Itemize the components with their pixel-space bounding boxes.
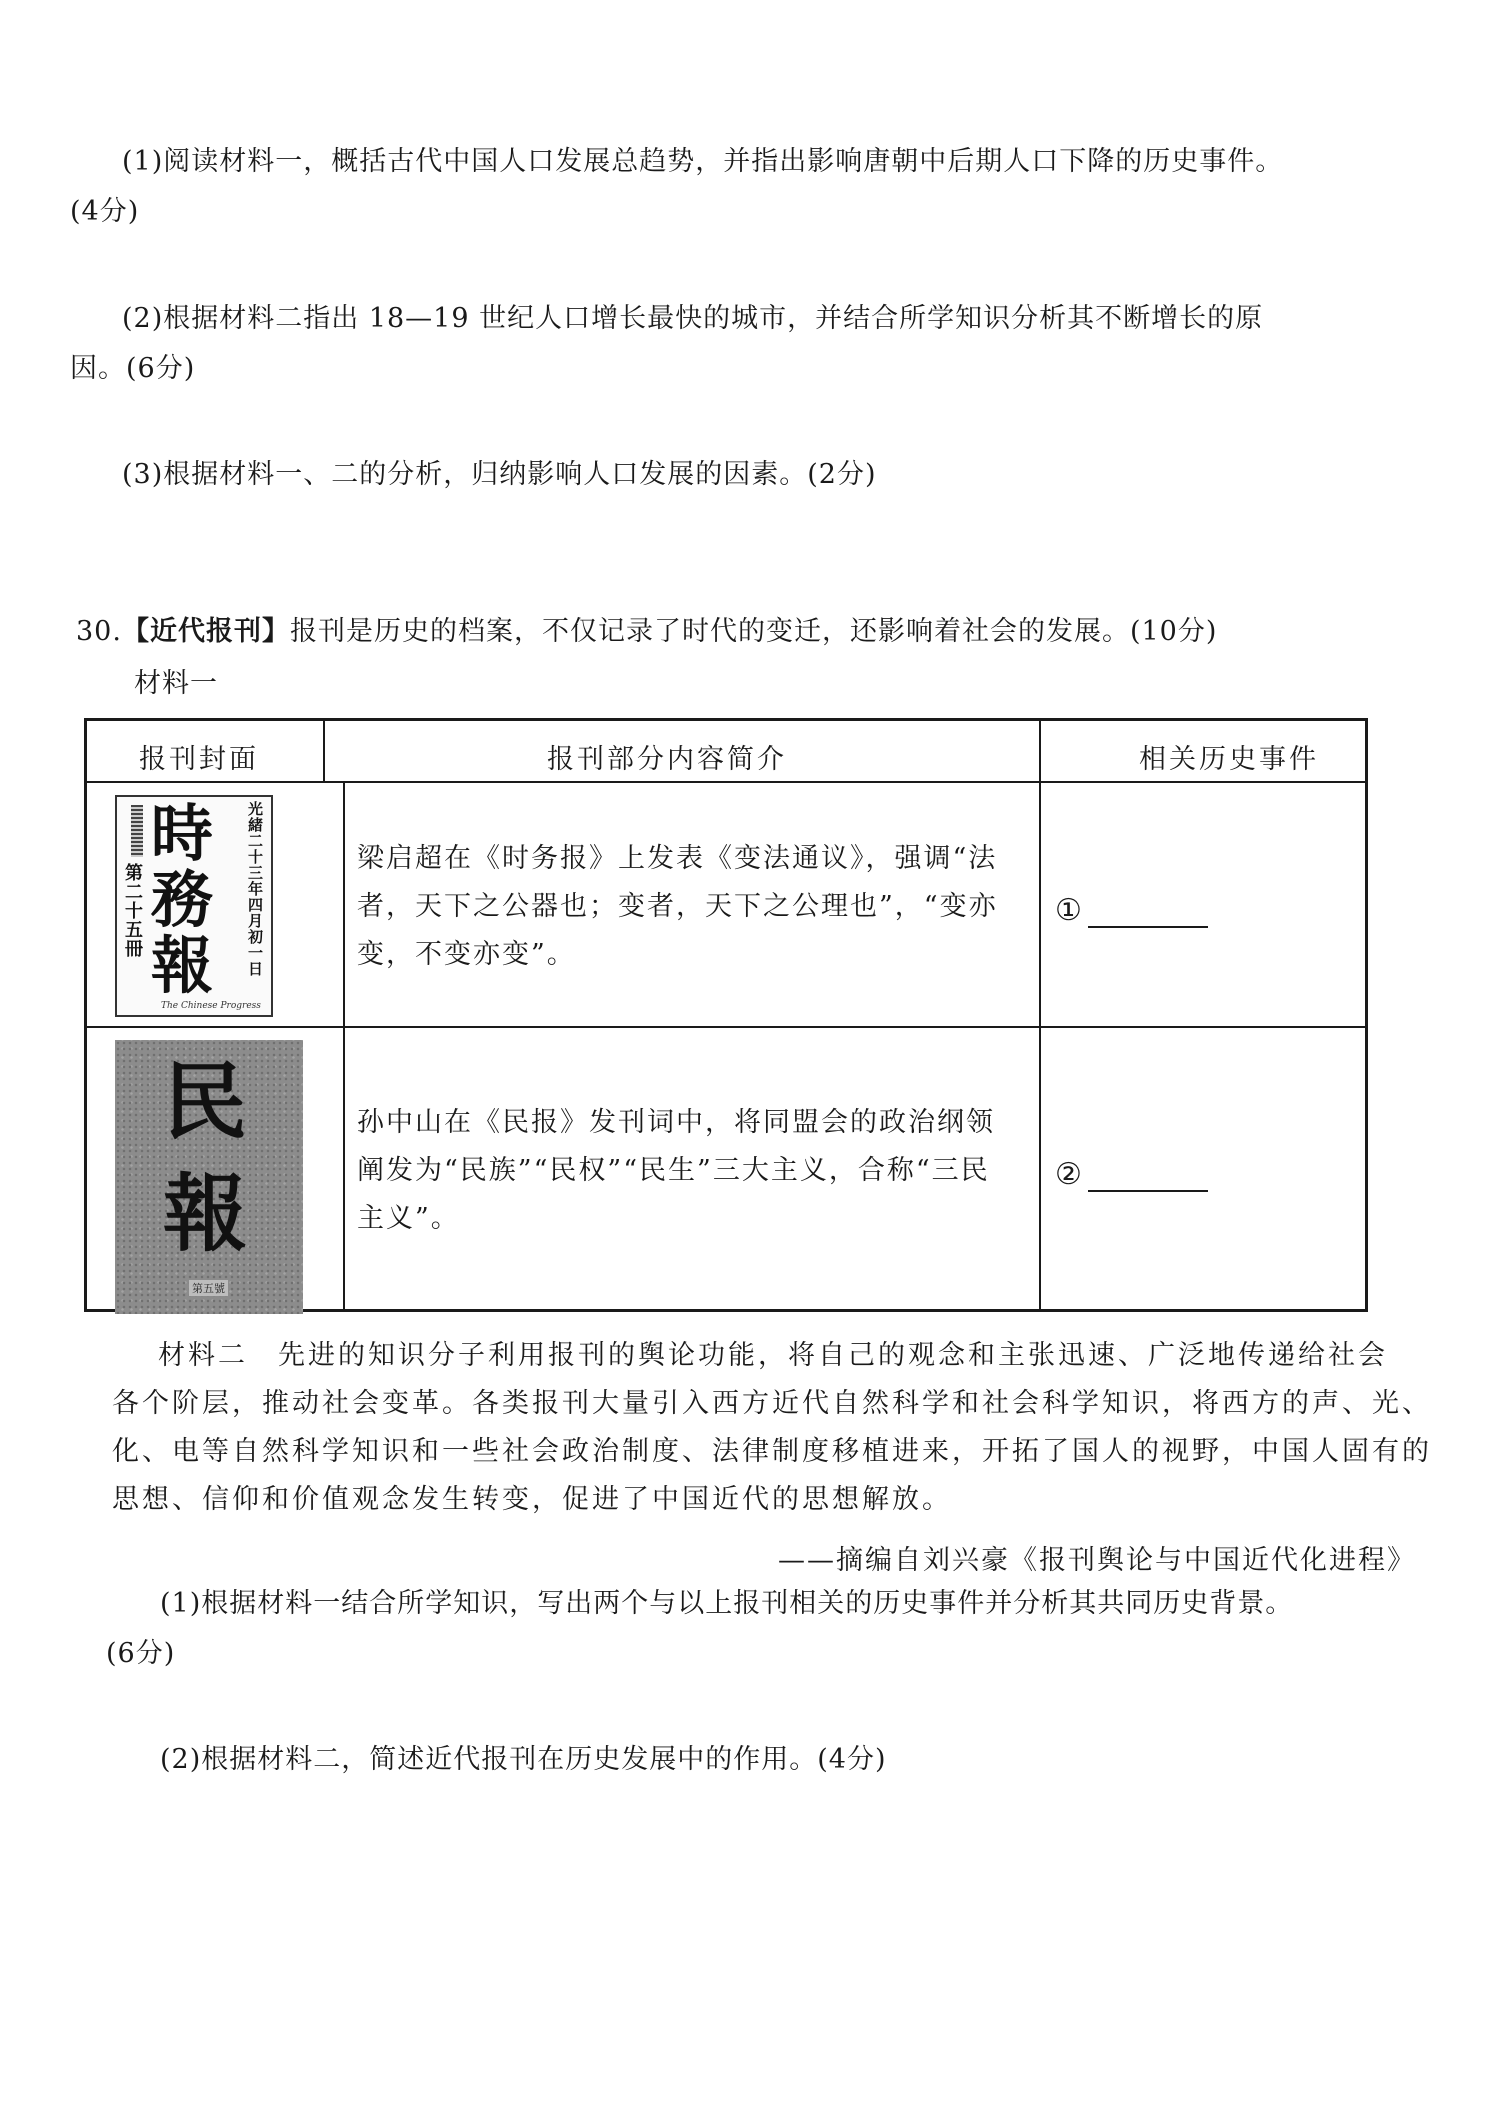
- cover-title-char: 務: [151, 863, 214, 936]
- table-header-summary: 报刊部分内容简介: [547, 744, 787, 775]
- cover-title-char: 民: [163, 1052, 248, 1151]
- material-2-line: 各个阶层，推动社会变革。各类报刊大量引入西方近代自然科学和社会科学知识，将西方的声、光、: [112, 1388, 1432, 1419]
- question-30-1-text: (1)根据材料一结合所学知识，写出两个与以上报刊相关的历史事件并分析其共同历史背景。: [160, 1588, 1294, 1619]
- material-2-line: 化、电等自然科学知识和一些社会政治制度、法律制度移植进来，开拓了国人的视野，中国人固有的: [112, 1436, 1432, 1467]
- cover-decoration: [131, 805, 143, 857]
- table-row: [87, 1028, 343, 1312]
- summary-line: 主义”。: [357, 1203, 460, 1234]
- answer-blank-2[interactable]: [1055, 1157, 1208, 1192]
- summary-line: 孙中山在《民报》发刊词中，将同盟会的政治纲领: [357, 1107, 995, 1138]
- question-1-text: (1)阅读材料一，概括古代中国人口发展总趋势，并指出影响唐朝中后期人口下降的历史事件。: [122, 146, 1284, 177]
- question-30-2-text: (2)根据材料二，简述近代报刊在历史发展中的作用。(4分): [160, 1744, 887, 1775]
- table-divider: [343, 781, 345, 1309]
- table-header-event: 相关历史事件: [1139, 744, 1319, 775]
- shiwubao-cover-image: [115, 795, 273, 1017]
- cover-english-subtitle: The Chinese Progress: [161, 1001, 261, 1011]
- question-2-score: 因。(6分): [70, 353, 196, 384]
- material-1-title: 材料一: [134, 668, 218, 699]
- blank-number: ①: [1055, 893, 1082, 928]
- question-1-score: (4分): [70, 196, 140, 227]
- cover-title-char: 報: [163, 1164, 248, 1263]
- summary-line: 梁启超在《时务报》上发表《变法通议》，强调“法: [357, 843, 998, 874]
- answer-line[interactable]: [1088, 1166, 1208, 1192]
- material-2-line: 材料二 先进的知识分子利用报刊的舆论功能，将自己的观念和主张迅速、广泛地传递给社会: [158, 1340, 1388, 1371]
- row-1-summary: [357, 835, 998, 979]
- table-divider: [1039, 721, 1041, 1309]
- cover-date-text: 光緒二十三年四月初一日: [246, 801, 264, 977]
- answer-blank-1[interactable]: [1055, 893, 1208, 928]
- row-2-summary: [357, 1099, 995, 1243]
- summary-line: 阐发为“民族”“民权”“民生”三大主义，合称“三民: [357, 1155, 990, 1186]
- cover-issue-text: 第二十五冊: [122, 863, 143, 958]
- summary-line: 变，不变亦变”。: [357, 939, 576, 970]
- newspaper-table: [84, 718, 1368, 1312]
- table-row: [87, 783, 323, 1025]
- cover-title-char: 報: [151, 929, 214, 1002]
- table-divider: [323, 721, 325, 781]
- cover-title-char: 時: [151, 797, 214, 870]
- cover-issue-text: 第五號: [189, 1280, 228, 1296]
- summary-line: 者，天下之公器也；变者，天下之公理也”，“变亦: [357, 891, 998, 922]
- question-30-heading: [76, 618, 1217, 645]
- question-2-text: (2)根据材料二指出 18—19 世纪人口增长最快的城市，并结合所学知识分析其不断增长的原: [122, 303, 1264, 334]
- material-2-line: 思想、信仰和价值观念发生转变，促进了中国近代的思想解放。: [112, 1484, 952, 1515]
- table-header-cover: 报刊封面: [139, 744, 259, 775]
- question-number: 30.: [76, 616, 122, 647]
- material-2-paragraph: [112, 1332, 1432, 1524]
- question-3-text: (3)根据材料一、二的分析，归纳影响人口发展的因素。(2分): [122, 459, 877, 490]
- question-topic-tag: 【近代报刊】: [121, 616, 290, 647]
- material-2-source: ——摘编自刘兴豪《报刊舆论与中国近代化进程》: [778, 1545, 1416, 1576]
- blank-number: ②: [1055, 1157, 1082, 1192]
- question-30-1-score: (6分): [106, 1638, 176, 1669]
- answer-line[interactable]: [1088, 902, 1208, 928]
- minbao-cover-image: [115, 1040, 303, 1314]
- question-30-prompt: 报刊是历史的档案，不仅记录了时代的变迁，还影响着社会的发展。(10分): [289, 616, 1218, 647]
